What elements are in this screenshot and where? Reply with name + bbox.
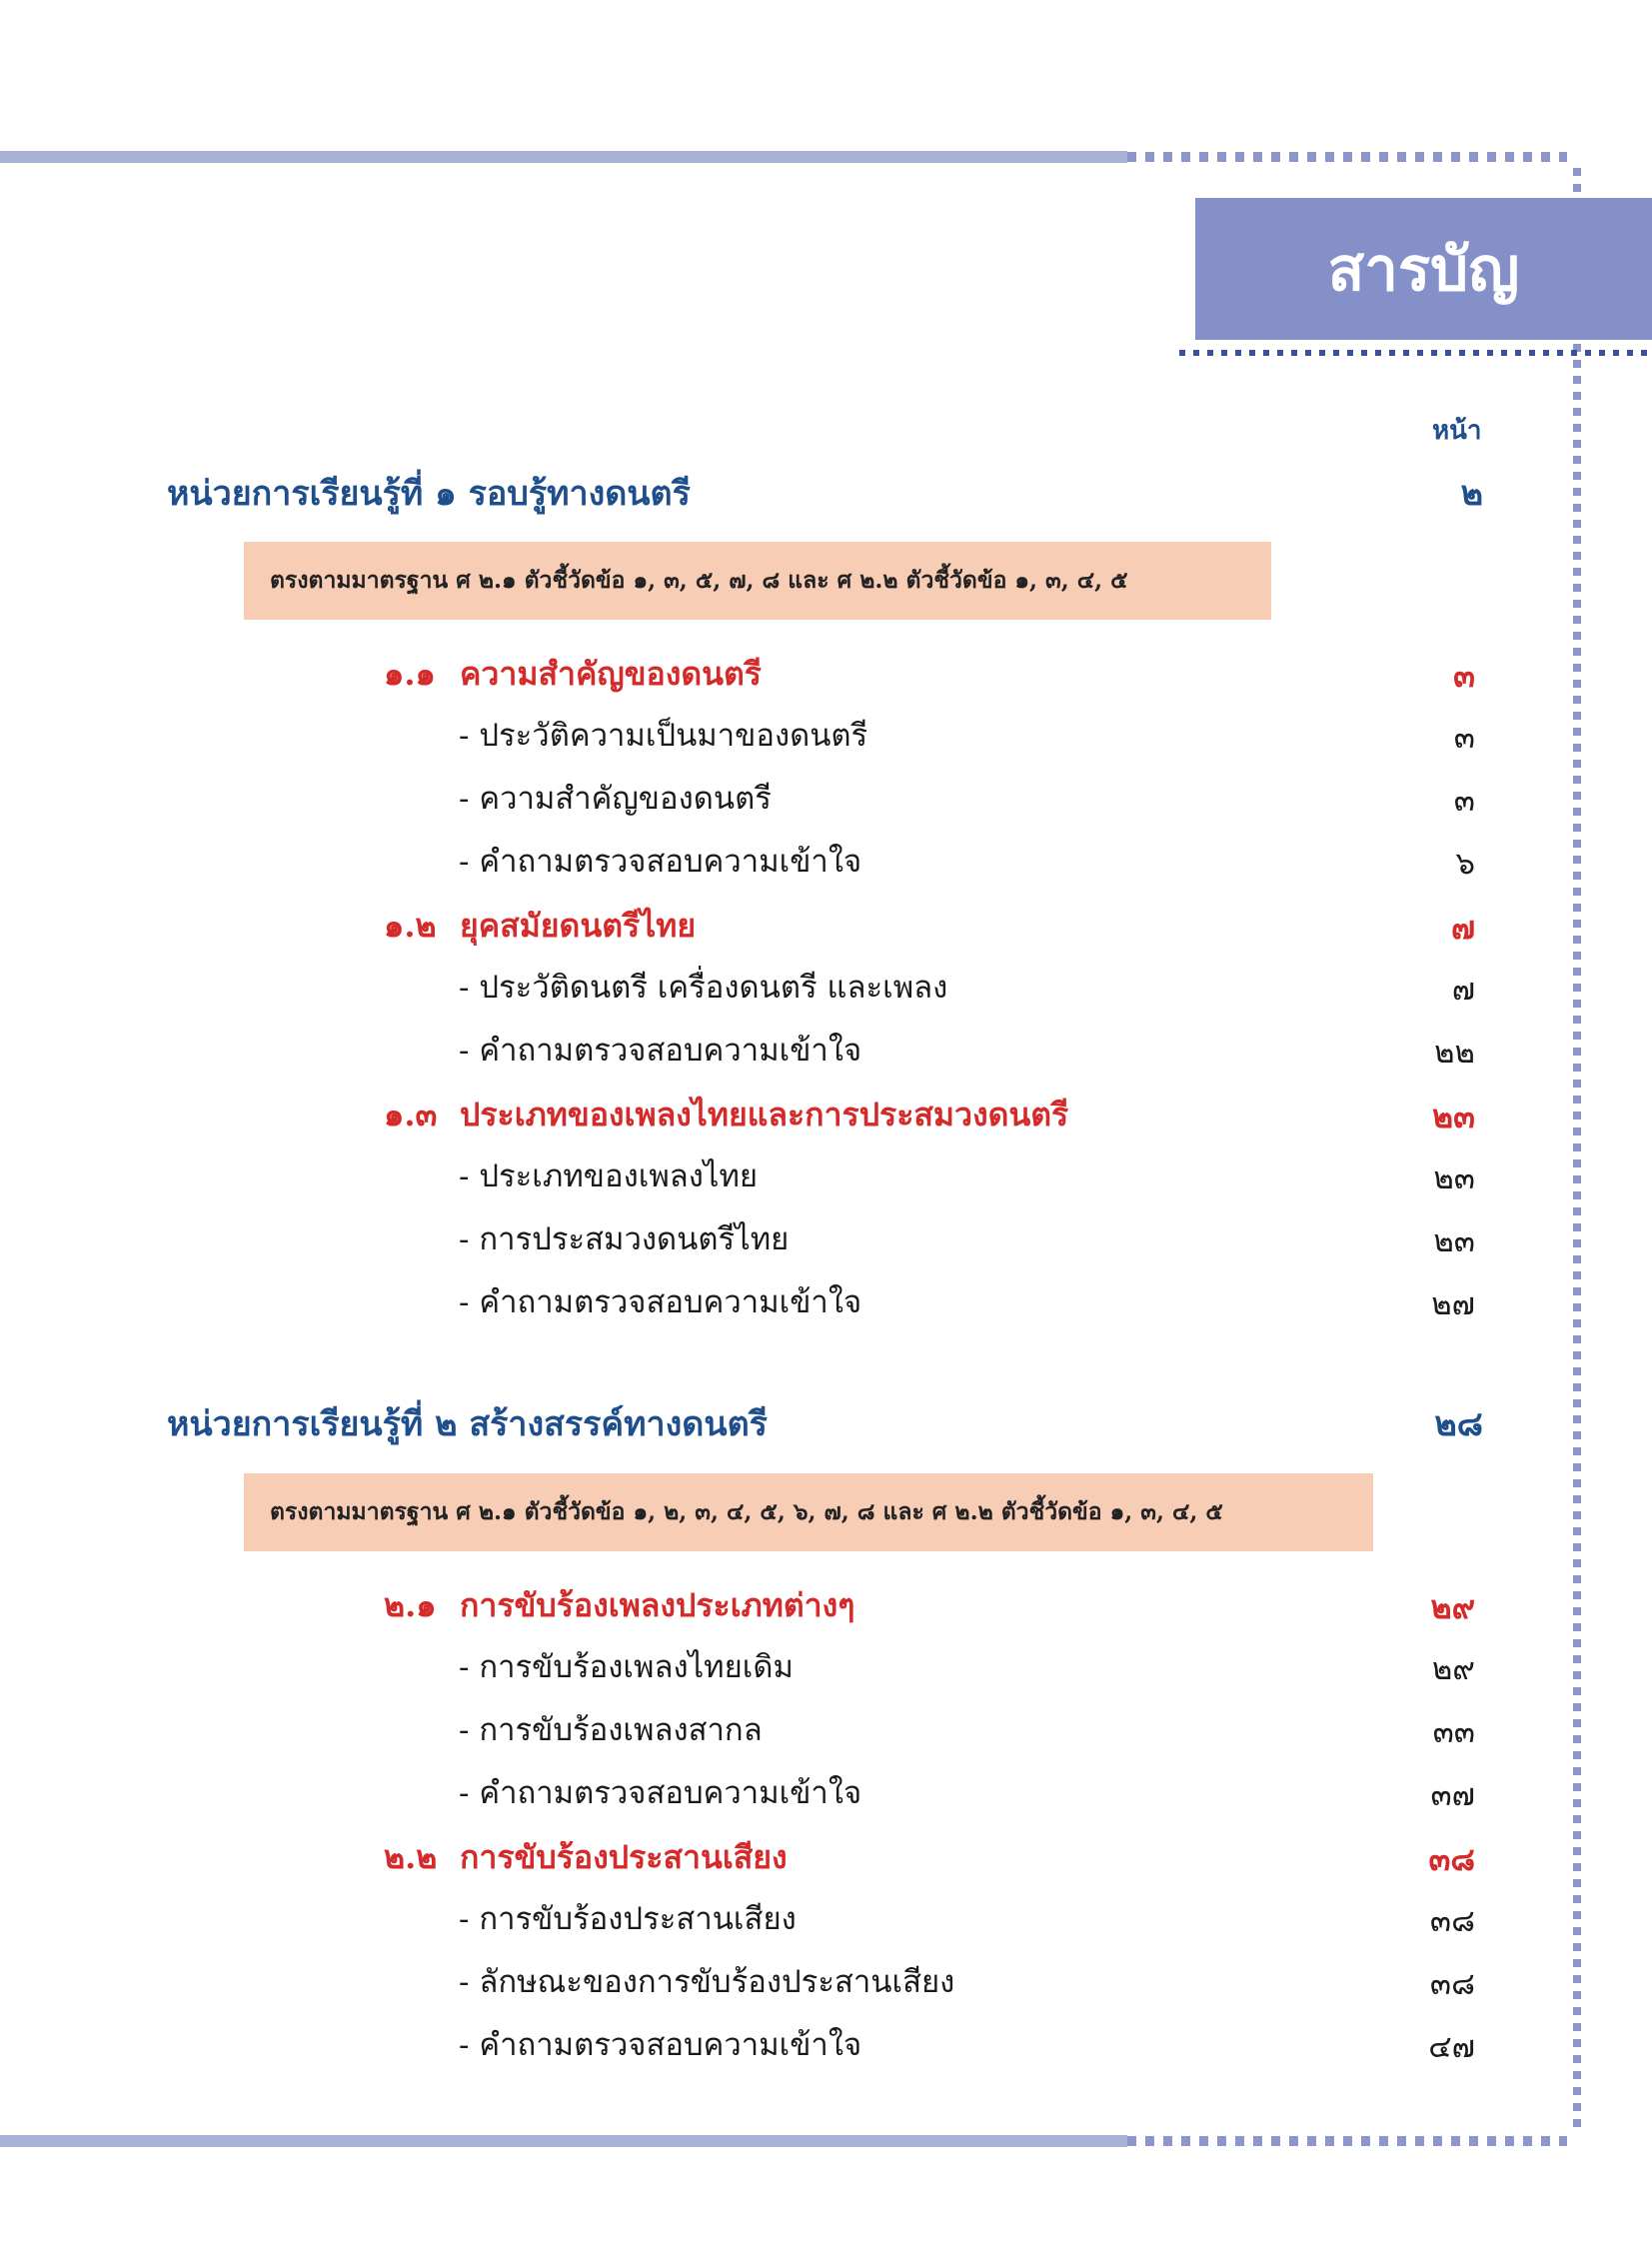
unit-page: ๒๘ [1434, 1404, 1483, 1444]
toc-item-page: ๓๘ [1429, 1966, 1475, 2002]
section-number: ๑.๒ [384, 907, 437, 945]
section-number: ๑.๓ [384, 1096, 438, 1134]
section-page: ๒๙ [1430, 1588, 1475, 1626]
toc-item[interactable]: - คำถามตรวจสอบความเข้าใจ [459, 2027, 862, 2063]
title-underline-dots [1179, 350, 1652, 356]
top-dotted-rule [1127, 152, 1567, 162]
toc-item-page: ๓๓ [1432, 1714, 1475, 1750]
toc-item-page: ๖ [1455, 846, 1475, 882]
section-number: ๒.๒ [384, 1838, 438, 1876]
top-rule [0, 151, 1127, 163]
toc-item-page: ๒๙ [1431, 1651, 1475, 1687]
toc-item-page: ๒๒ [1434, 1035, 1475, 1071]
toc-item[interactable]: - คำถามตรวจสอบความเข้าใจ [459, 1033, 862, 1069]
toc-item-page: ๓ [1453, 783, 1475, 819]
toc-item-page: ๗ [1451, 972, 1475, 1008]
section-page: ๒๓ [1432, 1098, 1475, 1135]
toc-item[interactable]: - คำถามตรวจสอบความเข้าใจ [459, 844, 862, 880]
toc-item[interactable]: - ลักษณะของการขับร้องประสานเสียง [459, 1964, 955, 2000]
unit-title[interactable]: หน่วยการเรียนรู้ที่ ๑ รอบรู้ทางดนตรี [167, 474, 691, 514]
toc-item-page: ๒๓ [1433, 1160, 1475, 1196]
section-heading[interactable] [384, 907, 697, 945]
toc-item[interactable]: - การขับร้องเพลงไทยเดิม [459, 1649, 794, 1685]
bottom-dotted-rule [1127, 2136, 1567, 2146]
toc-item-page: ๒๓ [1433, 1223, 1475, 1259]
standard-banner: ตรงตามมาตรฐาน ศ ๒.๑ ตัวชี้วัดข้อ ๑, ๒, ๓, ๔, ๕, ๖, ๗, ๘ และ ศ ๒.๒ ตัวชี้วัดข้อ ๑, ๓, ๔, ๕ [244, 1473, 1373, 1551]
unit-title[interactable]: หน่วยการเรียนรู้ที่ ๒ สร้างสรรค์ทางดนตรี [167, 1404, 768, 1444]
section-page: ๓๘ [1428, 1840, 1475, 1878]
toc-item[interactable]: - การประสมวงดนตรีไทย [459, 1221, 790, 1257]
section-number: ๑.๑ [384, 655, 436, 693]
right-dotted-border [1573, 168, 1581, 2133]
toc-item-page: ๔๗ [1428, 2029, 1475, 2065]
unit-page: ๒ [1460, 474, 1483, 514]
section-heading[interactable] [384, 1838, 788, 1876]
section-title: ยุคสมัยดนตรีไทย [460, 907, 697, 945]
section-page: ๓ [1453, 657, 1475, 695]
section-title: การขับร้องเพลงประเภทต่างๆ [460, 1586, 855, 1624]
toc-item[interactable]: - คำถามตรวจสอบความเข้าใจ [459, 1284, 862, 1320]
toc-item[interactable]: - คำถามตรวจสอบความเข้าใจ [459, 1775, 862, 1811]
toc-item[interactable]: - ประวัติดนตรี เครื่องดนตรี และเพลง [459, 970, 948, 1006]
toc-item[interactable]: - ความสำคัญของดนตรี [459, 781, 772, 817]
section-number: ๒.๑ [384, 1586, 437, 1624]
toc-item-page: ๓ [1453, 720, 1475, 756]
section-heading[interactable] [384, 655, 762, 693]
page-title: สารบัญ [1195, 198, 1652, 340]
page-column-label: หน้า [1432, 416, 1482, 446]
section-heading[interactable] [384, 1586, 855, 1624]
section-page: ๗ [1450, 909, 1475, 947]
toc-item-page: ๒๗ [1431, 1286, 1475, 1322]
section-title: การขับร้องประสานเสียง [460, 1838, 788, 1876]
toc-item[interactable]: - ประวัติความเป็นมาของดนตรี [459, 718, 868, 754]
section-title: ประเภทของเพลงไทยและการประสมวงดนตรี [460, 1096, 1069, 1134]
section-heading[interactable] [384, 1096, 1069, 1134]
toc-item[interactable]: - การขับร้องประสานเสียง [459, 1901, 797, 1937]
toc-item[interactable]: - การขับร้องเพลงสากล [459, 1712, 763, 1748]
toc-item[interactable]: - ประเภทของเพลงไทย [459, 1158, 759, 1194]
section-title: ความสำคัญของดนตรี [460, 655, 762, 693]
standard-banner: ตรงตามมาตรฐาน ศ ๒.๑ ตัวชี้วัดข้อ ๑, ๓, ๕, ๗, ๘ และ ศ ๒.๒ ตัวชี้วัดข้อ ๑, ๓, ๔, ๕ [244, 542, 1271, 620]
toc-item-page: ๓๘ [1429, 1903, 1475, 1939]
toc-item-page: ๓๗ [1430, 1777, 1475, 1813]
bottom-rule [0, 2135, 1127, 2147]
